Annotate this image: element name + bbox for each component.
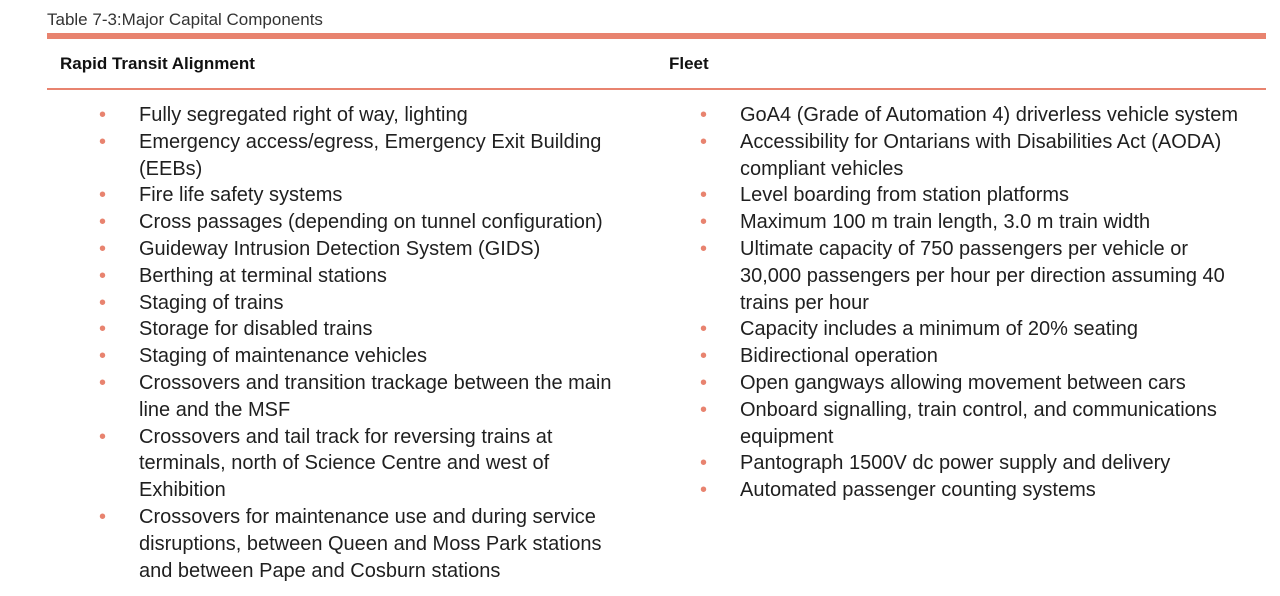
list-item-text: Maximum 100 m train length, 3.0 m train width	[740, 211, 1151, 234]
bullet-icon: •	[99, 371, 107, 394]
table-caption: Table 7-3:Major Capital Components	[47, 10, 323, 29]
list-item-text: Staging of trains	[139, 291, 284, 314]
bullet-icon: •	[99, 425, 107, 448]
list-item-text: Capacity includes a minimum of 20% seating	[740, 318, 1138, 341]
list-item	[700, 102, 1240, 129]
header-rule	[47, 88, 1266, 90]
list-item-text: Staging of maintenance vehicles	[139, 345, 427, 368]
fleet-list	[700, 102, 1240, 504]
list-item-text: Fully segregated right of way, lighting	[139, 104, 468, 126]
column-header-fleet: Fleet	[669, 54, 709, 73]
column-header-rapid-transit-alignment: Rapid Transit Alignment	[60, 54, 255, 73]
bullet-icon: •	[99, 345, 107, 368]
bullet-icon: •	[700, 104, 708, 126]
bullet-icon: •	[99, 237, 107, 260]
list-item	[700, 316, 1240, 343]
bullet-icon: •	[700, 479, 708, 502]
list-item-text: Crossovers and tail track for reversing trains at terminals, north of Science Centre and west of Exhibition	[139, 425, 553, 502]
bullet-icon: •	[99, 505, 107, 528]
list-item	[700, 182, 1240, 209]
list-item-text: Pantograph 1500V dc power supply and delivery	[740, 452, 1171, 475]
list-item-text: Emergency access/egress, Emergency Exit Building (EEBs)	[139, 130, 602, 180]
list-item-text: Automated passenger counting systems	[740, 479, 1096, 502]
bullet-icon: •	[700, 318, 708, 341]
list-item	[99, 209, 639, 236]
bullet-icon: •	[700, 237, 708, 260]
list-item	[99, 182, 639, 209]
list-item-text: Fire life safety systems	[139, 184, 343, 207]
list-item	[700, 129, 1240, 183]
bullet-icon: •	[700, 345, 708, 368]
list-item	[99, 504, 639, 584]
list-item	[700, 370, 1240, 397]
bullet-icon: •	[99, 318, 107, 341]
list-item	[700, 450, 1240, 477]
list-item-text: Onboard signalling, train control, and communications equipment	[740, 398, 1217, 448]
list-item	[700, 477, 1240, 504]
list-item-text: Ultimate capacity of 750 passengers per vehicle or 30,000 passengers per hour per direction assuming 40 trains per hour	[740, 237, 1225, 314]
list-item	[99, 424, 639, 504]
list-item-text: Accessibility for Ontarians with Disabilities Act (AODA) compliant vehicles	[740, 130, 1222, 180]
list-item	[700, 209, 1240, 236]
list-item	[99, 129, 639, 183]
rapid-transit-alignment-list	[99, 102, 639, 584]
top-rule	[47, 33, 1266, 39]
list-item-text: Crossovers and transition trackage between the main line and the MSF	[139, 371, 612, 421]
list-item-text: Cross passages (depending on tunnel configuration)	[139, 211, 603, 234]
list-item	[99, 370, 639, 424]
bullet-icon: •	[700, 398, 708, 421]
list-item	[99, 102, 639, 129]
list-item-text: Crossovers for maintenance use and during service disruptions, between Queen and Moss Park stations and between Pape and Cosburn stations	[139, 505, 602, 582]
list-item	[99, 236, 639, 263]
bullet-icon: •	[700, 184, 708, 207]
list-item	[700, 397, 1240, 451]
list-item-text: Bidirectional operation	[740, 345, 938, 368]
bullet-icon: •	[99, 291, 107, 314]
list-item	[700, 236, 1240, 316]
list-item-text: Open gangways allowing movement between cars	[740, 371, 1186, 394]
list-item	[99, 343, 639, 370]
bullet-icon: •	[99, 264, 107, 287]
list-item-text: Guideway Intrusion Detection System (GIDS)	[139, 237, 541, 260]
bullet-icon: •	[700, 452, 708, 475]
bullet-icon: •	[700, 371, 708, 394]
list-item-text: Berthing at terminal stations	[139, 264, 387, 287]
list-item-text: Storage for disabled trains	[139, 318, 373, 341]
list-item	[99, 290, 639, 317]
bullet-icon: •	[99, 104, 107, 126]
list-item	[99, 316, 639, 343]
list-item-text: GoA4 (Grade of Automation 4) driverless vehicle system	[740, 104, 1238, 126]
bullet-icon: •	[99, 130, 107, 153]
list-item	[99, 263, 639, 290]
list-item-text: Level boarding from station platforms	[740, 184, 1070, 207]
bullet-icon: •	[99, 211, 107, 234]
bullet-icon: •	[700, 130, 708, 153]
bullet-icon: •	[99, 184, 107, 207]
list-item	[700, 343, 1240, 370]
bullet-icon: •	[700, 211, 708, 234]
